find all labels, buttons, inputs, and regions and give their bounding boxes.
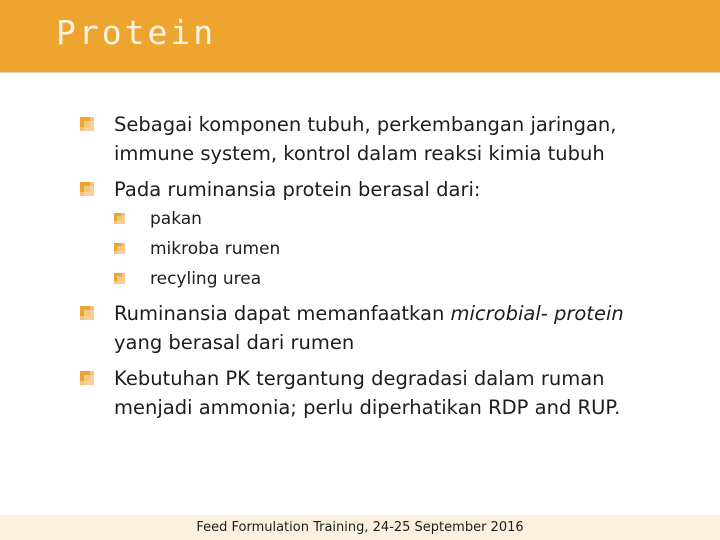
sub-bullet-3-text: recyling urea <box>150 269 262 289</box>
sub-bullet-2-text: mikroba rumen <box>150 239 281 259</box>
emphasis-text: microbial- protein <box>450 302 624 325</box>
checkbox-bullet-icon <box>114 273 125 284</box>
checkbox-bullet-icon <box>80 117 94 131</box>
sub-bullet-1-text: pakan <box>150 209 202 229</box>
bullet-4-text: Kebutuhan PK tergantung degradasi dalam ruman menjadi ammonia; perlu diperhatikan RDP and RUP. <box>114 367 621 419</box>
bullet-2-text: Pada ruminansia protein berasal dari: <box>114 178 481 201</box>
slide-title: Protein <box>56 13 217 52</box>
bullet-3-text: Ruminansia dapat memanfaatkan microbial- protein yang berasal dari rumen <box>114 302 624 354</box>
checkbox-bullet-icon <box>80 306 94 320</box>
footer-text: Feed Formulation Training, 24-25 September 2016 <box>196 520 524 535</box>
bullet-1-text: Sebagai komponen tubuh, perkembangan jaringan, immune system, kontrol dalam reaksi kimia tubuh <box>114 113 617 165</box>
checkbox-bullet-icon <box>80 182 94 196</box>
checkbox-bullet-icon <box>114 213 125 224</box>
checkbox-bullet-icon <box>80 371 94 385</box>
checkbox-bullet-icon <box>114 243 125 254</box>
